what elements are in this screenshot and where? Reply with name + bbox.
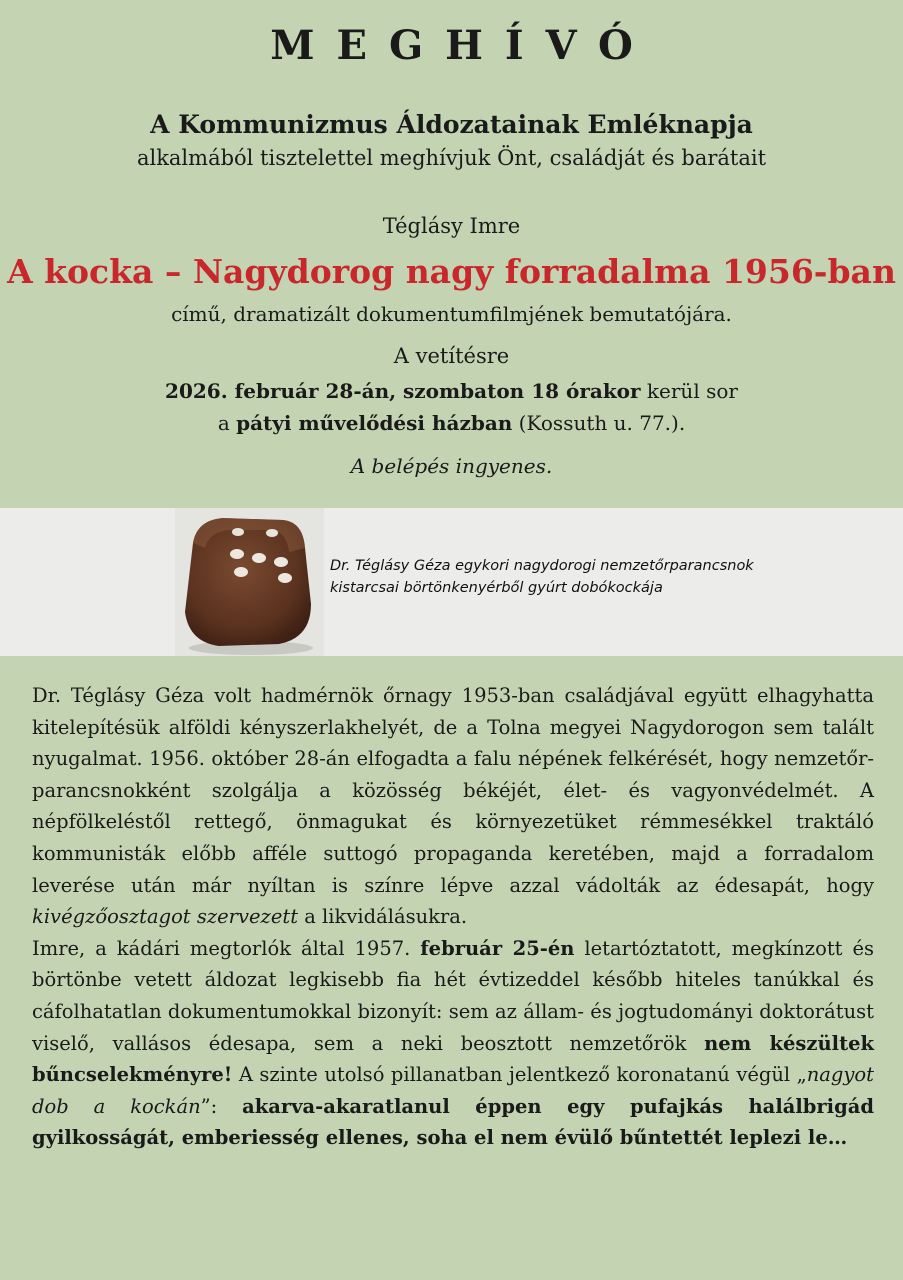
- date-rest: kerül sor: [640, 379, 738, 403]
- p2-bold-claim: nem készültek bűncselekményre!: [32, 1031, 874, 1087]
- p2-text-2: letartóztatott, megkínzott és börtönbe vetett áldozat legkisebb fia hét évtizeddel később hiteles tanúkkal és cáfolhatatlan dokumentumokkal bizonyít: sem az állam- és jogtudományi doktorátust viselő, vallásos édesapa, sem a neki beosztott nemzetőrök: [32, 936, 874, 1055]
- story-text: [32, 680, 874, 1154]
- venue-bold: pátyi művelődési házban: [236, 411, 513, 435]
- date-bold: 2026. február 28-án, szombaton 18 órakor: [165, 379, 641, 403]
- screening-intro: A vetítésre: [393, 344, 510, 368]
- photo-caption: [330, 555, 754, 599]
- caption-line-1: Dr. Téglásy Géza egykori nagydorogi nemzetőrparancsnok: [330, 558, 754, 574]
- dice-image: [175, 508, 324, 656]
- header-section: [0, 0, 903, 506]
- dice-icon: [175, 508, 324, 656]
- event-date: [0, 379, 903, 403]
- invite-line: alkalmából tisztelettel meghívjuk Önt, családját és barátait: [136, 146, 767, 170]
- paragraph-2: [32, 933, 874, 1154]
- p2-text-3: A szinte utolsó pillanatban jelentkező koronatanú végül „: [232, 1063, 807, 1087]
- p2-bold-ending: akarva-akaratlanul éppen egy pufajkás halálbrigád gyilkosságát, emberiesség ellenes, soha el nem évülő bűntettét leplezi le…: [32, 1094, 874, 1150]
- event-venue: [0, 411, 903, 435]
- venue-pre: a: [217, 411, 237, 435]
- p2-bold-date: február 25-én: [420, 936, 575, 960]
- occasion-heading: A Kommunizmus Áldozatainak Emléknapja: [150, 110, 753, 139]
- film-title: A kocka – Nagydorog nagy forradalma 1956-ban: [7, 252, 896, 291]
- film-description: című, dramatizált dokumentumfilmjének bemutatójára.: [171, 302, 732, 326]
- p1-italic: kivégzőosztagot szervezett: [32, 905, 299, 929]
- paragraph-1: [32, 680, 874, 933]
- p2-text-4: ”:: [200, 1094, 243, 1118]
- p2-text: Imre, a kádári megtorlók által 1957.: [32, 936, 421, 960]
- entry-note: A belépés ingyenes.: [350, 454, 553, 478]
- page-title: MEGHÍVÓ: [270, 22, 655, 69]
- venue-rest: (Kossuth u. 77.).: [512, 411, 686, 435]
- p1-end: a likvidálásukra.: [298, 905, 468, 929]
- p2-italic: nagyot dob a kockán: [32, 1063, 874, 1118]
- p1-text: Dr. Téglásy Géza volt hadmérnök őrnagy 1953-ban családjával együtt elhagyhatta kitelepítésük alföldi kényszerlakhelyét, de a Tolna megyei Nagydorogon sem talált nyugalmat. 1956. október 28-án elfogadta a falu népének felkérését, hogy nemzetőr-parancsnokként szolgálja a közösség békéjét, élet- és vagyonvédelmét. A népfölkeléstől rettegő, önmagukat és környezetüket rémmesékkel traktáló kommunisták előbb afféle suttogó propaganda keretében, majd a forradalom leverése után már nyíltan is színre lépve azzal vádolták az édesapát, hogy: [32, 684, 874, 897]
- author-name: Téglásy Imre: [382, 214, 521, 238]
- caption-line-2: kistarcsai börtönkenyérből gyúrt dobókockája: [330, 580, 663, 596]
